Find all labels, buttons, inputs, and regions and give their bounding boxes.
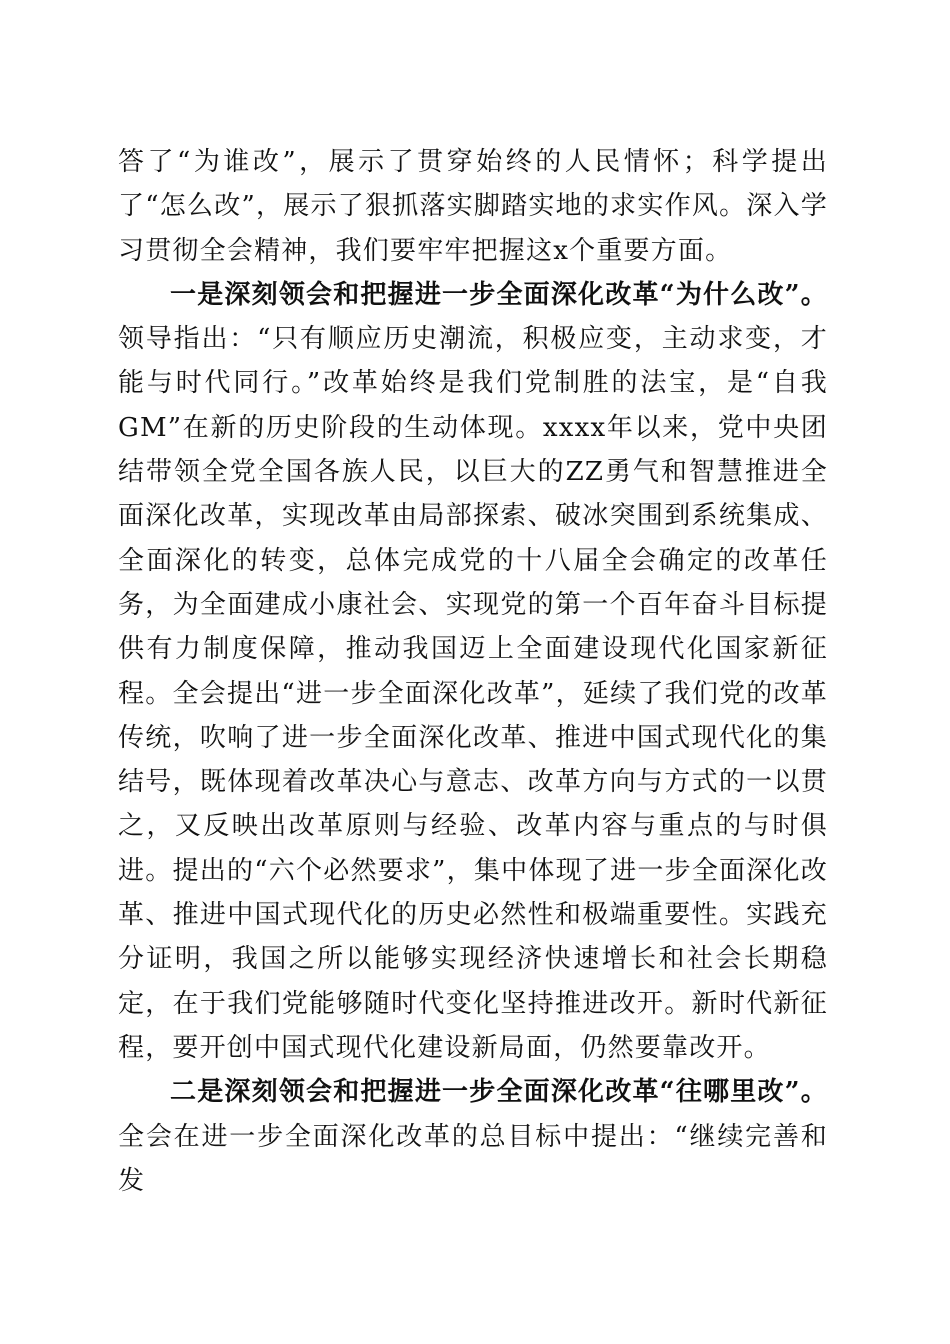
paragraph-3 [118, 1070, 828, 1203]
paragraph-2-text: 领导指出：“只有顺应历史潮流，积极应变，主动求变，才能与时代同行。”改革始终是我们党制胜的法宝，是“自我GM”在新的历史阶段的生动体现。xxxx年以来，党中央团结带领全党全国各族人民，以巨大的ZZ勇气和智慧推进全面深化改革，实现改革由局部探索、破冰突围到系统集成、全面深化的转变，总体完成党的十八届全会确定的改革任务，为全面建成小康社会、实现党的第一个百年奋斗目标提供有力制度保障，推动我国迈上全面建设现代化国家新征程。全会提出“进一步全面深化改革”，延续了我们党的改革传统，吹响了进一步全面深化改革、推进中国式现代化的集结号，既体现着改革决心与意志、改革方向与方式的一以贯之，又反映出改革原则与经验、改革内容与重点的与时俱进。提出的“六个必然要求”，集中体现了进一步全面深化改革、推进中国式现代化的历史必然性和极端重要性。实践充分证明，我国之所以能够实现经济快速增长和社会长期稳定，在于我们党能够随时代变化坚持推进改开。新时代新征程，要开创中国式现代化建设新局面，仍然要靠改开。 [118, 324, 828, 1063]
paragraph-2 [118, 273, 828, 1070]
paragraph-2-lead: 一是深刻领会和把握进一步全面深化改革“为什么改”。 [170, 279, 828, 310]
document-body [118, 140, 828, 1203]
paragraph-1 [118, 140, 828, 273]
paragraph-3-lead: 二是深刻领会和把握进一步全面深化改革“往哪里改”。 [170, 1077, 828, 1108]
paragraph-3-text: 全会在进一步全面深化改革的总目标中提出：“继续完善和发 [118, 1121, 828, 1196]
paragraph-1-text: 答了“为谁改”，展示了贯穿始终的人民情怀；科学提出了“怎么改”，展示了狠抓落实脚踏实地的求实作风。深入学习贯彻全会精神，我们要牢牢把握这x个重要方面。 [118, 147, 828, 266]
